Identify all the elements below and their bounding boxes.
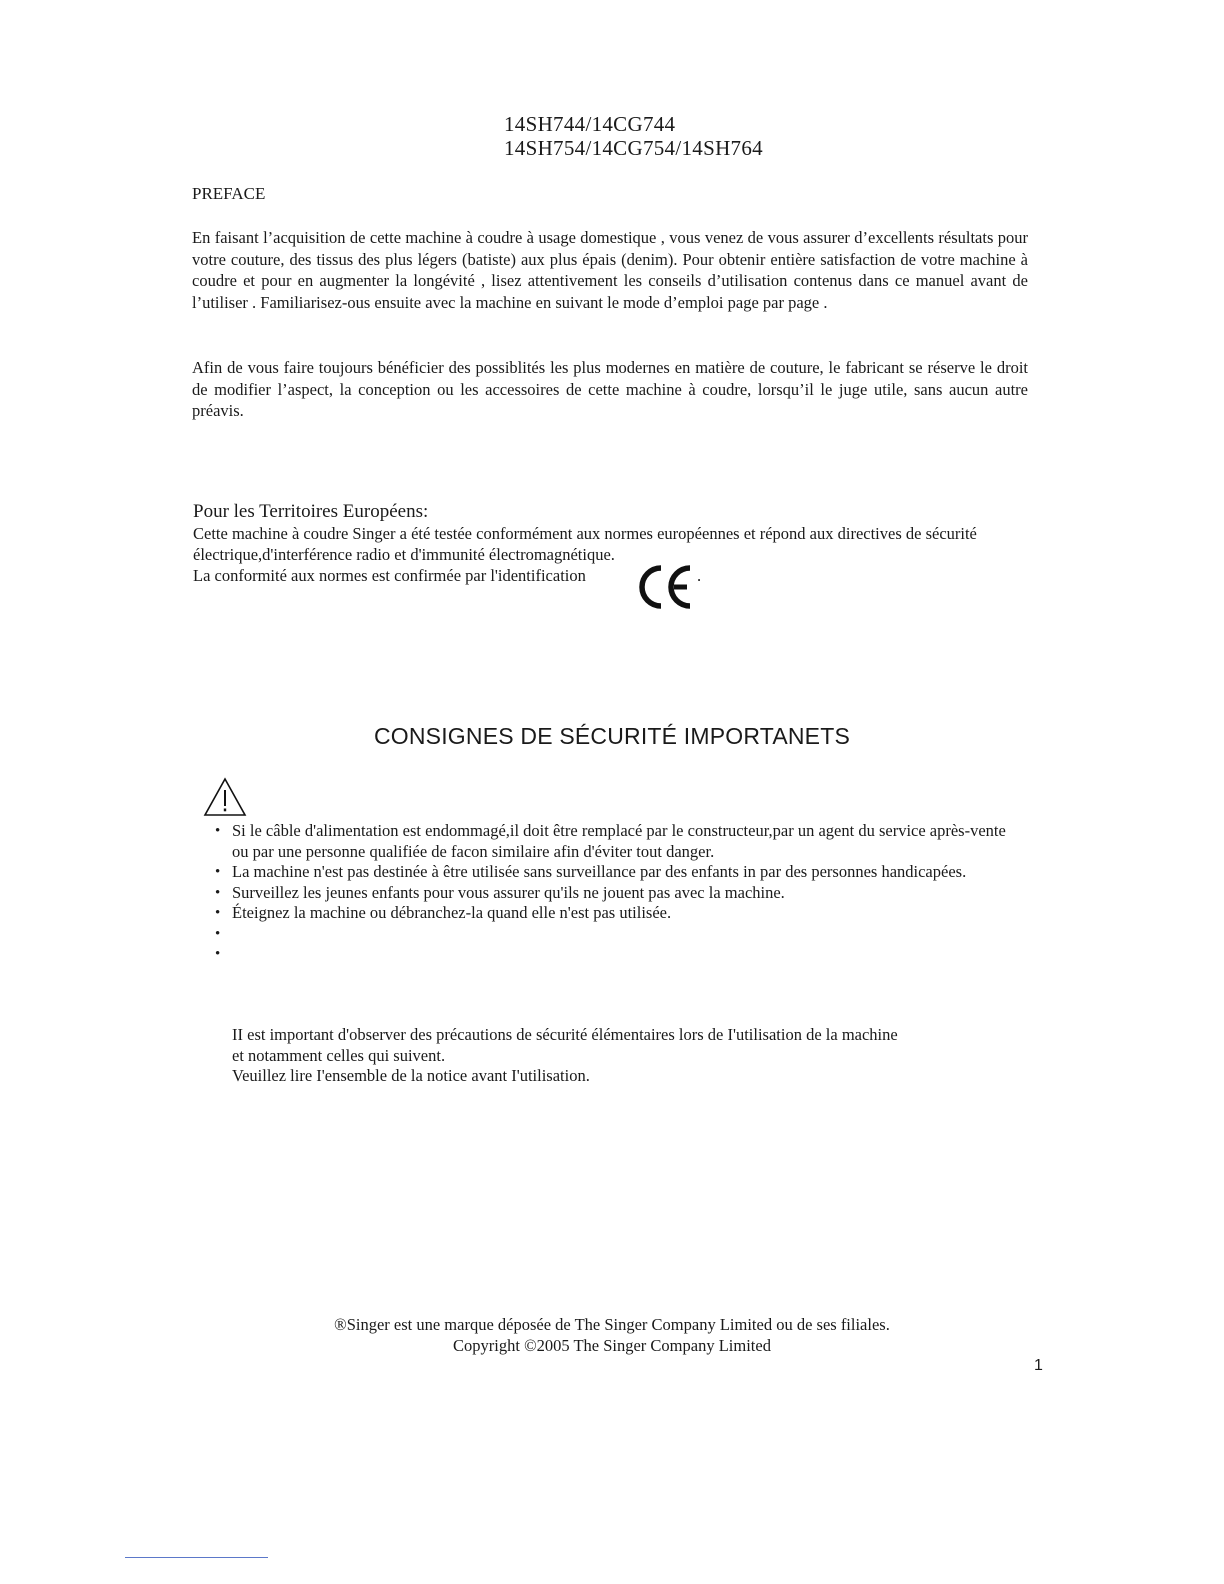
bottom-rule — [125, 1557, 268, 1558]
notice-line-2: et notamment celles qui suivent. — [232, 1045, 446, 1065]
model-numbers — [504, 112, 763, 160]
conformity-text: La conformité aux normes est confirmée par l'identification — [193, 566, 586, 585]
european-text: Cette machine à coudre Singer a été testée conformément aux normes européennes et répond aux directives de sécurité électrique,d'interférence radio et d'immunité électromagnétique. — [193, 524, 977, 564]
list-item: • Surveillez les jeunes enfants pour vous assurer qu'ils ne jouent pas avec la machine. — [213, 883, 1013, 904]
list-item: • Si le câble d'alimentation est endommagé,il doit être remplacé par le constructeur,par un agent du service après-vente ou par une personne qualifiée de facon similaire afin d'éviter tout danger. — [213, 821, 1013, 862]
list-item: • La machine n'est pas destinée à être utilisée sans surveillance par des enfants in par des personnes handicapées. — [213, 862, 1013, 883]
safety-notice — [232, 1025, 1012, 1087]
list-item — [213, 944, 1013, 965]
copyright-notice: Copyright ©2005 The Singer Company Limited — [453, 1336, 771, 1355]
list-item: • Éteignez la machine ou débranchez-la quand elle n'est pas utilisée. — [213, 903, 1013, 924]
footer — [0, 1314, 1224, 1356]
ce-mark-icon — [634, 562, 696, 612]
conformity-period: . — [697, 566, 702, 585]
model-line-2: 14SH754/14CG754/14SH764 — [504, 136, 763, 160]
page-number: 1 — [1034, 1357, 1043, 1374]
preface-title: PREFACE — [192, 184, 266, 203]
list-item — [213, 924, 1013, 945]
preface-paragraph-1: En faisant l’acquisition de cette machine à coudre à usage domestique , vous venez de vous assurer d’excellents résultats pour votre couture, des tissus des plus légers (batiste) aux plus épais (denim). Pour obtenir entière satisfaction de votre machine à coudre et pour en augmenter la longévité , lisez attentivement les conseils d’utilisation contenus dans ce manuel avant de l’utiliser . Familiarisez-ous ensuite avec la machine en suivant le mode d’emploi page par page . — [192, 228, 1028, 312]
model-line-1: 14SH744/14CG744 — [504, 112, 676, 136]
safety-title: CONSIGNES DE SÉCURITÉ IMPORTANETS — [373, 723, 851, 749]
notice-line-1: II est important d'observer des précautions de sécurité élémentaires lors de I'utilisation de la machine — [232, 1025, 898, 1044]
warning-triangle-icon — [203, 777, 247, 817]
trademark-notice: ®Singer est une marque déposée de The Singer Company Limited ou de ses filiales. — [334, 1315, 890, 1334]
safety-bullet-list — [213, 821, 1013, 965]
european-heading: Pour les Territoires Européens: — [193, 501, 429, 522]
preface-paragraph-2: Afin de vous faire toujours bénéficier des possiblités les plus modernes en matière de couture, le fabricant se réserve le droit de modifier l’aspect, la conception ou les accessoires de cette machine à coudre, lorsqu’il le juge utile, sans aucun autre préavis. — [192, 358, 1028, 420]
notice-line-3: Veuillez lire I'ensemble de la notice avant I'utilisation. — [232, 1066, 590, 1085]
